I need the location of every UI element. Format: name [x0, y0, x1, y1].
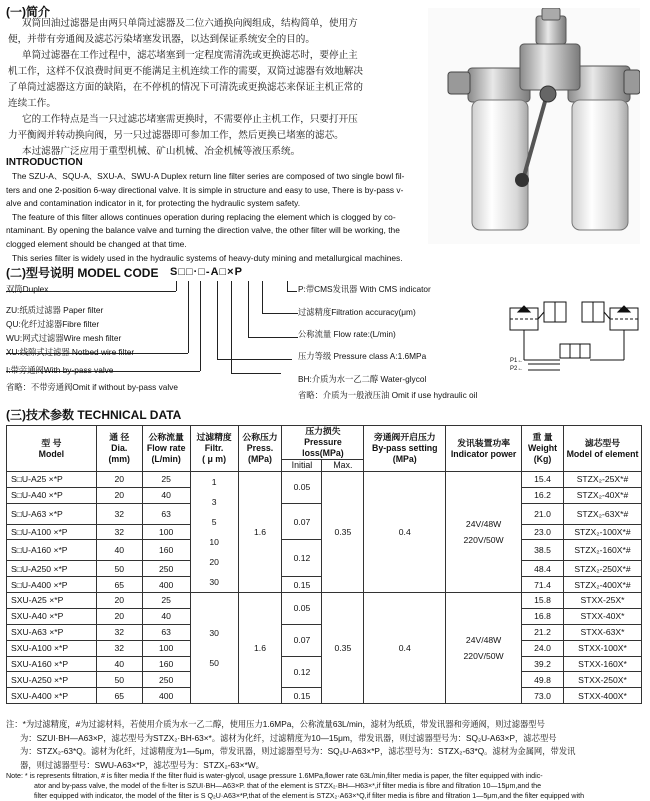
intro-zh-line: 便，并带有旁通阀及滤芯污染堵塞发讯器，以达到保证系统安全的目的。 [8, 34, 315, 45]
cell-filtr-group1 [190, 472, 238, 593]
cell-initial: 0.12 [282, 540, 322, 577]
cell-weight: 48.4 [522, 561, 564, 577]
model-section-title: (二)型号说明 MODEL CODE [6, 266, 159, 280]
filtr-value: 50 [209, 658, 219, 669]
cell-weight: 73.0 [522, 688, 564, 704]
cell-model: S□U-A100 ×*P [7, 524, 97, 540]
cell-weight: 21.0 [522, 503, 564, 524]
cell-flow: 160 [142, 656, 190, 672]
note-zh-line: 注：*为过滤精度，#为过滤材料，若使用介质为水一乙二醇，使用压力1.6MPa，公称流量63L/min，滤材为纸质，带发讯器和旁通阀，则过滤器型号 [6, 719, 545, 729]
table-row [7, 472, 642, 488]
cell-flow: 100 [142, 640, 190, 656]
cell-flow: 250 [142, 561, 190, 577]
cell-model: SXU-A250 ×*P [7, 672, 97, 688]
cell-weight: 15.4 [522, 472, 564, 488]
cell-dia: 50 [96, 561, 142, 577]
note-zh-line: 器，则过滤器型号：SWU-A63×*P，滤芯型号为：STZX₂-63×*W。 [20, 759, 264, 770]
col-header-initial: Initial [282, 460, 322, 472]
model-flow: 公称流量 Flow rate:(L/min) [298, 329, 396, 339]
indicator-value: 24V/48W [465, 519, 502, 529]
cell-element: STZX₂-400X*# [564, 577, 642, 593]
cell-element: STXX-25X* [564, 593, 642, 609]
intro-en-title: INTRODUCTION [6, 157, 83, 168]
model-media-item: QU:化纤过滤器Fibre filter [6, 319, 100, 329]
cell-weight: 21.2 [522, 624, 564, 640]
cell-element: STXX-40X* [564, 608, 642, 624]
cell-filtr-group2 [190, 593, 238, 704]
cell-dia: 32 [96, 640, 142, 656]
cell-dia: 20 [96, 472, 142, 488]
cell-initial: 0.05 [282, 593, 322, 625]
model-medium: BH:介质为水一乙二醇 Water-glycol [298, 374, 427, 384]
cell-model: S□U-A400 ×*P [7, 577, 97, 593]
col-header-filtr: 过滤精度 Filtr. ( μ m) [190, 426, 238, 472]
cell-weight: 49.8 [522, 672, 564, 688]
filtr-value: 20 [209, 557, 219, 567]
cell-dia: 65 [96, 577, 142, 593]
port-label-p2: P2← [510, 366, 524, 372]
model-p-desc: P:带CMS发讯器 With CMS indicator [298, 284, 431, 294]
cell-indicator-group2 [446, 593, 522, 704]
intro-en-line: clogged element should be changed at that time. [6, 238, 187, 249]
cell-weight: 15.8 [522, 593, 564, 609]
intro-zh-line: 单筒过滤器在工作过程中，滤芯堵塞到一定程度需清洗或更换滤芯时，要停止主 [22, 50, 358, 61]
cell-element: STXX-250X* [564, 672, 642, 688]
note-en-line: filter equipped with indicator, the model of the filter is S Q₂U·A63×*P,that of the element is STZX₂·A63×*Q,if filter media is fibre and filtration 1—5μm,and the filter equipped with [34, 792, 585, 800]
indicator-value: 24V/48W [465, 635, 502, 646]
cell-model: S□U-A40 ×*P [7, 487, 97, 503]
cell-weight: 38.5 [522, 540, 564, 561]
cell-initial: 0.07 [282, 624, 322, 656]
cell-element: STXX-400X* [564, 688, 642, 704]
intro-zh-text [8, 16, 426, 160]
cell-model: S□U-A63 ×*P [7, 503, 97, 524]
cell-dia: 20 [96, 487, 142, 503]
intro-en-text [6, 170, 646, 265]
intro-zh-line: 了单筒过滤器这方面的缺陷，在不停机的情况下可清洗或更换滤芯来保证主机正常的 [8, 82, 363, 93]
col-header-weight: 重 量 Weight (Kg) [522, 426, 564, 472]
filtr-value: 30 [209, 628, 219, 639]
note-en-line: Note: * is represents filtration, # is filter media If the filter fluid is water-glycol, usage pressure 1.6MPa,flower rate 63L/min,filter media is paper, the filter equipped with indic- [6, 772, 543, 780]
note-en-line: ator and by-pass valve, the model of the fi-lter is SZUI·BH—A63×P. that of the element is STZX₂·BH—H63×*,if filter media is fibre and filtration 10—15μm,and the [34, 782, 542, 790]
cell-flow: 400 [142, 577, 190, 593]
cell-dia: 32 [96, 524, 142, 540]
model-bypass: I:带旁通阀With by-pass valve [6, 365, 114, 375]
intro-en-line: alve and contamination indicator in it, for protecting the hydraulic system safety. [6, 198, 301, 209]
cell-element: STXX-63X* [564, 624, 642, 640]
cell-flow: 25 [142, 593, 190, 609]
filtr-value: 30 [209, 577, 219, 587]
notes-en [6, 771, 646, 801]
cell-flow: 40 [142, 608, 190, 624]
cell-flow: 63 [142, 503, 190, 524]
cell-element: STZX₂-25X*# [564, 472, 642, 488]
cell-model: SXU-A100 ×*P [7, 640, 97, 656]
model-media-item: XU:线隙式过滤器 Notbed wire filter [6, 347, 135, 357]
cell-weight: 16.2 [522, 487, 564, 503]
table-row [7, 593, 642, 609]
cell-flow: 250 [142, 672, 190, 688]
cell-dia: 20 [96, 593, 142, 609]
model-bypass-omit: 省略：不带旁通阀Omit if without by-pass valve [6, 382, 178, 392]
col-header-flow: 公称流量 Flow rate (L/min) [142, 426, 190, 472]
cell-flow: 25 [142, 472, 190, 488]
cell-model: SXU-A63 ×*P [7, 624, 97, 640]
hydraulic-symbol [508, 298, 643, 376]
cell-model: SXU-A40 ×*P [7, 608, 97, 624]
col-header-indicator: 发讯装置功率 Indicator power [446, 426, 522, 472]
cell-element: STXX-160X* [564, 656, 642, 672]
intro-en-line: The feature of this filter allows continues operation during replacing the element which is clogged by co- [12, 211, 396, 222]
filtr-value: 5 [211, 517, 217, 527]
col-header-element: 滤芯型号 Model of element [564, 426, 642, 472]
cell-dia: 40 [96, 656, 142, 672]
cell-element: STZX₂-63X*# [564, 503, 642, 524]
tech-data-table [6, 425, 642, 704]
filtr-value: 10 [209, 537, 219, 547]
cell-flow: 160 [142, 540, 190, 561]
col-header-bypass: 旁通阀开启压力 By-pass setting (MPa) [364, 426, 446, 472]
notes-zh [6, 718, 646, 772]
cell-model: SXU-A25 ×*P [7, 593, 97, 609]
intro-zh-line: 连续工作。 [8, 98, 56, 109]
col-header-loss: 压力损失 Pressure loss(MPa) [282, 426, 364, 460]
cell-press-group1: 1.6 [238, 472, 282, 593]
model-pressure: 压力等级 Pressure class A:1.6MPa [298, 351, 427, 361]
model-filtration: 过滤精度Filtration accuracy(μm) [298, 307, 416, 317]
cell-element: STZX₂-160X*# [564, 540, 642, 561]
cell-weight: 39.2 [522, 656, 564, 672]
intro-en-line: ters and one 2-position 6-way directional valve. It is simple in structure and easy to use, There is by-pass v- [6, 184, 404, 195]
tech-section-title: (三)技术参数 TECHNICAL DATA [6, 408, 182, 422]
intro-en-line: This series filter is widely used in the hydraulic systems of heavy-duty mining and metallurgical machines. [12, 252, 403, 263]
cell-dia: 65 [96, 688, 142, 704]
cell-element: STXX-100X* [564, 640, 642, 656]
model-duplex: 双筒Duplex [6, 284, 49, 294]
cell-max-group1: 0.35 [322, 472, 364, 593]
col-header-press: 公称压力 Press. (MPa) [238, 426, 282, 472]
col-header-max: Max. [322, 460, 364, 472]
cell-element: STZX₂-250X*# [564, 561, 642, 577]
model-media-item: ZU:纸质过滤器 Paper filter [6, 305, 104, 315]
intro-zh-line: 它的工作特点是当一只过滤芯堵塞需更换时，不需要停止主机工作，只要打开压 [22, 114, 358, 125]
port-label-p1: P1← [510, 358, 524, 364]
cell-dia: 40 [96, 540, 142, 561]
cell-bypass-group1: 0.4 [364, 472, 446, 593]
note-zh-line: 为：STZX₂-63*Q。滤材为化纤，过滤精度为1—5μm，带发讯器，则过滤器型号为：SQ₂U-A63×*P，滤芯型号为：STZX₂-63*Q。滤材为金属网，带发讯 [20, 746, 576, 756]
intro-zh-line: 力平衡阀并转动换向阀，另一只过滤器即可参加工作，然后更换已堵塞的滤芯。 [8, 130, 344, 141]
intro-zh-line: 本过滤器广泛应用于重型机械、矿山机械、冶金机械等液压系统。 [22, 146, 301, 157]
cell-max-group2: 0.35 [322, 593, 364, 704]
cell-element: STZX₂-40X*# [564, 487, 642, 503]
cell-flow: 40 [142, 487, 190, 503]
col-header-model: 型 号 Model [7, 426, 97, 472]
intro-en-line: ntaminant. By opening the balance valve and turning the direction valve, the other filter will be working, the [6, 225, 400, 236]
cell-initial: 0.15 [282, 577, 322, 593]
cell-element: STZX₂-100X*# [564, 524, 642, 540]
cell-dia: 20 [96, 608, 142, 624]
note-zh-line: 为：SZUI·BH—A63×P，滤芯型号为STZX₂·BH-63×*。滤材为化纤，过滤精度为10—15μm，带发讯器，则过滤器型号为：SQ₂U-A63×P，滤芯型号 [20, 732, 557, 743]
cell-model: S□U-A160 ×*P [7, 540, 97, 561]
model-media-list [6, 303, 134, 359]
cell-initial: 0.07 [282, 503, 322, 540]
cell-flow: 63 [142, 624, 190, 640]
intro-zh-line: 双筒回油过滤器是由两只单筒过滤器及二位六通换向阀组成，结构简单，使用方 [22, 18, 358, 29]
cell-initial: 0.12 [282, 656, 322, 688]
cell-weight: 16.8 [522, 608, 564, 624]
cell-dia: 32 [96, 624, 142, 640]
cell-weight: 24.0 [522, 640, 564, 656]
model-media-item: WU:网式过滤器Wire mesh filter [6, 333, 122, 343]
cell-model: S□U-A25 ×*P [7, 472, 97, 488]
filtr-value: 1 [211, 477, 217, 487]
cell-flow: 400 [142, 688, 190, 704]
col-header-dia: 通 径 Dia. (mm) [96, 426, 142, 472]
cell-model: SXU-A160 ×*P [7, 656, 97, 672]
cell-flow: 100 [142, 524, 190, 540]
indicator-value: 220V/50W [463, 535, 504, 545]
cell-model: S□U-A250 ×*P [7, 561, 97, 577]
cell-initial: 0.15 [282, 688, 322, 704]
cell-dia: 32 [96, 503, 142, 524]
cell-dia: 50 [96, 672, 142, 688]
model-medium-omit: 省略：介质为一般液压油 Omit if use hydraulic oil [298, 390, 478, 400]
filtr-value: 3 [211, 497, 217, 507]
cell-bypass-group2: 0.4 [364, 593, 446, 704]
cell-weight: 71.4 [522, 577, 564, 593]
cell-initial: 0.05 [282, 472, 322, 504]
cell-indicator-group1 [446, 472, 522, 593]
intro-zh-line: 机工作，这样不仅浪费时间更不能满足主机连续工作的需要，双筒过滤器有效地解决 [8, 66, 363, 77]
cell-press-group2: 1.6 [238, 593, 282, 704]
intro-section-title: (一)简介 [6, 5, 50, 19]
cell-weight: 23.0 [522, 524, 564, 540]
cell-model: SXU-A400 ×*P [7, 688, 97, 704]
intro-en-line: The SZU-A、SQU-A、SXU-A、SWU-A Duplex return line filter series are composed of two single bowl fil- [12, 171, 405, 181]
model-code-string: S□□·□-A□×P [170, 266, 243, 278]
indicator-value: 220V/50W [463, 651, 504, 662]
